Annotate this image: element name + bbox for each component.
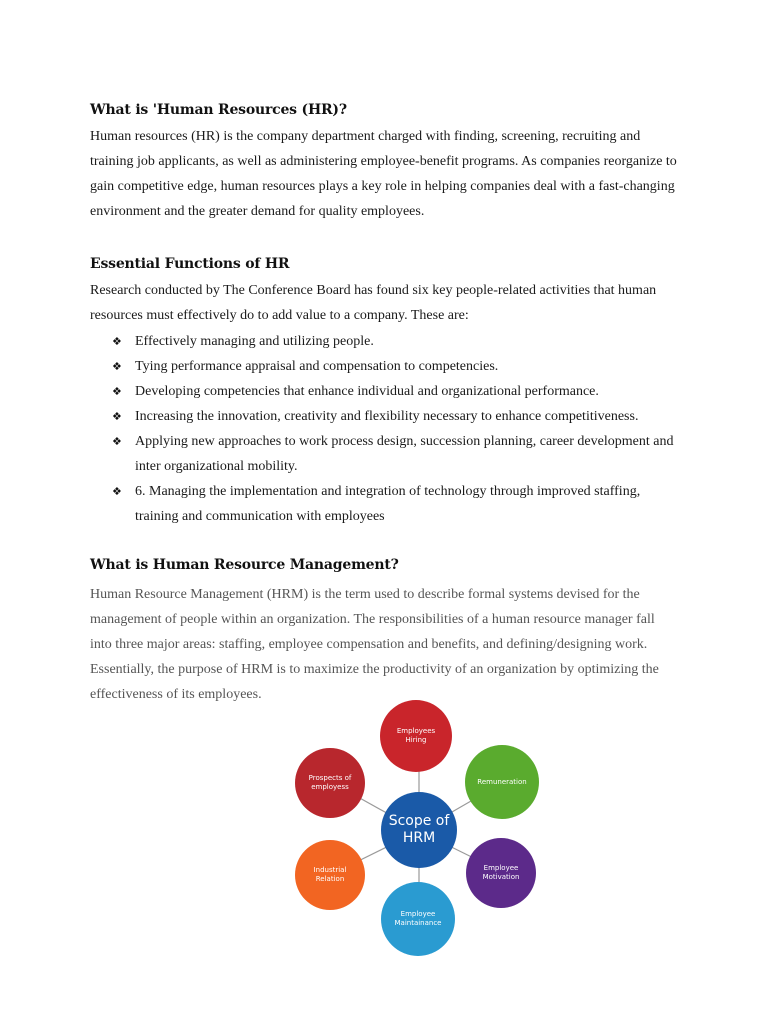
diamond-bullet-icon: ❖: [112, 335, 122, 348]
functions-list: [90, 329, 680, 529]
section-title-hr: What is 'Human Resources (HR)?: [90, 102, 347, 118]
list-item: ❖ Increasing the innovation, creativity and flexibility necessary to enhance competitiveness.: [90, 404, 680, 429]
node-employees-hiring: Employees Hiring: [380, 700, 452, 772]
diamond-bullet-icon: ❖: [112, 410, 122, 423]
node-employee-maintainance: Employee Maintainance: [381, 882, 455, 956]
diamond-bullet-icon: ❖: [112, 485, 122, 498]
node-prospects-of-employess: Prospects of employess: [295, 748, 365, 818]
diamond-bullet-icon: ❖: [112, 435, 122, 448]
list-item: ❖ Effectively managing and utilizing people.: [90, 329, 680, 354]
node-remuneration: Remuneration: [465, 745, 539, 819]
list-item: ❖ Applying new approaches to work process design, succession planning, career development and inter organizational mobility.: [90, 429, 680, 479]
node-scope-of-hrm: Scope of HRM: [381, 792, 457, 868]
list-item: ❖ Tying performance appraisal and compensation to competencies.: [90, 354, 680, 379]
section-title-hrm: What is Human Resource Management?: [90, 557, 399, 573]
section-intro-essential-functions: Research conducted by The Conference Board has found six key people-related activities that human resources must effectively do to add value to a company. These are:: [90, 283, 657, 323]
diamond-bullet-icon: ❖: [112, 360, 122, 373]
section-body-hrm: Human Resource Management (HRM) is the term used to describe formal systems devised for the management of people within an organization. The responsibilities of a human resource manager fall into three major areas: staffing, employee compensation and benefits, and defining/designing work. Essentially, the purpose of HRM is to maximize the productivity of an organization by optimizing the effectiveness of its employees.: [90, 587, 659, 702]
node-industrial-relation: Industrial Relation: [295, 840, 365, 910]
scope-of-hrm-diagram: [288, 700, 550, 962]
list-item: ❖ Developing competencies that enhance individual and organizational performance.: [90, 379, 680, 404]
diamond-bullet-icon: ❖: [112, 385, 122, 398]
section-body-hr: Human resources (HR) is the company department charged with finding, screening, recruiting and training job applicants, as well as administering employee-benefit programs. As companies reorganize to gain competitive edge, human resources plays a key role in helping companies deal with a fast-changing environment and the greater demand for quality employees.: [90, 129, 677, 219]
list-item: ❖ 6. Managing the implementation and integration of technology through improved staffing, training and communication with employees: [90, 479, 680, 529]
node-employee-motivation: Employee Motivation: [466, 838, 536, 908]
section-title-essential-functions: Essential Functions of HR: [90, 256, 290, 272]
